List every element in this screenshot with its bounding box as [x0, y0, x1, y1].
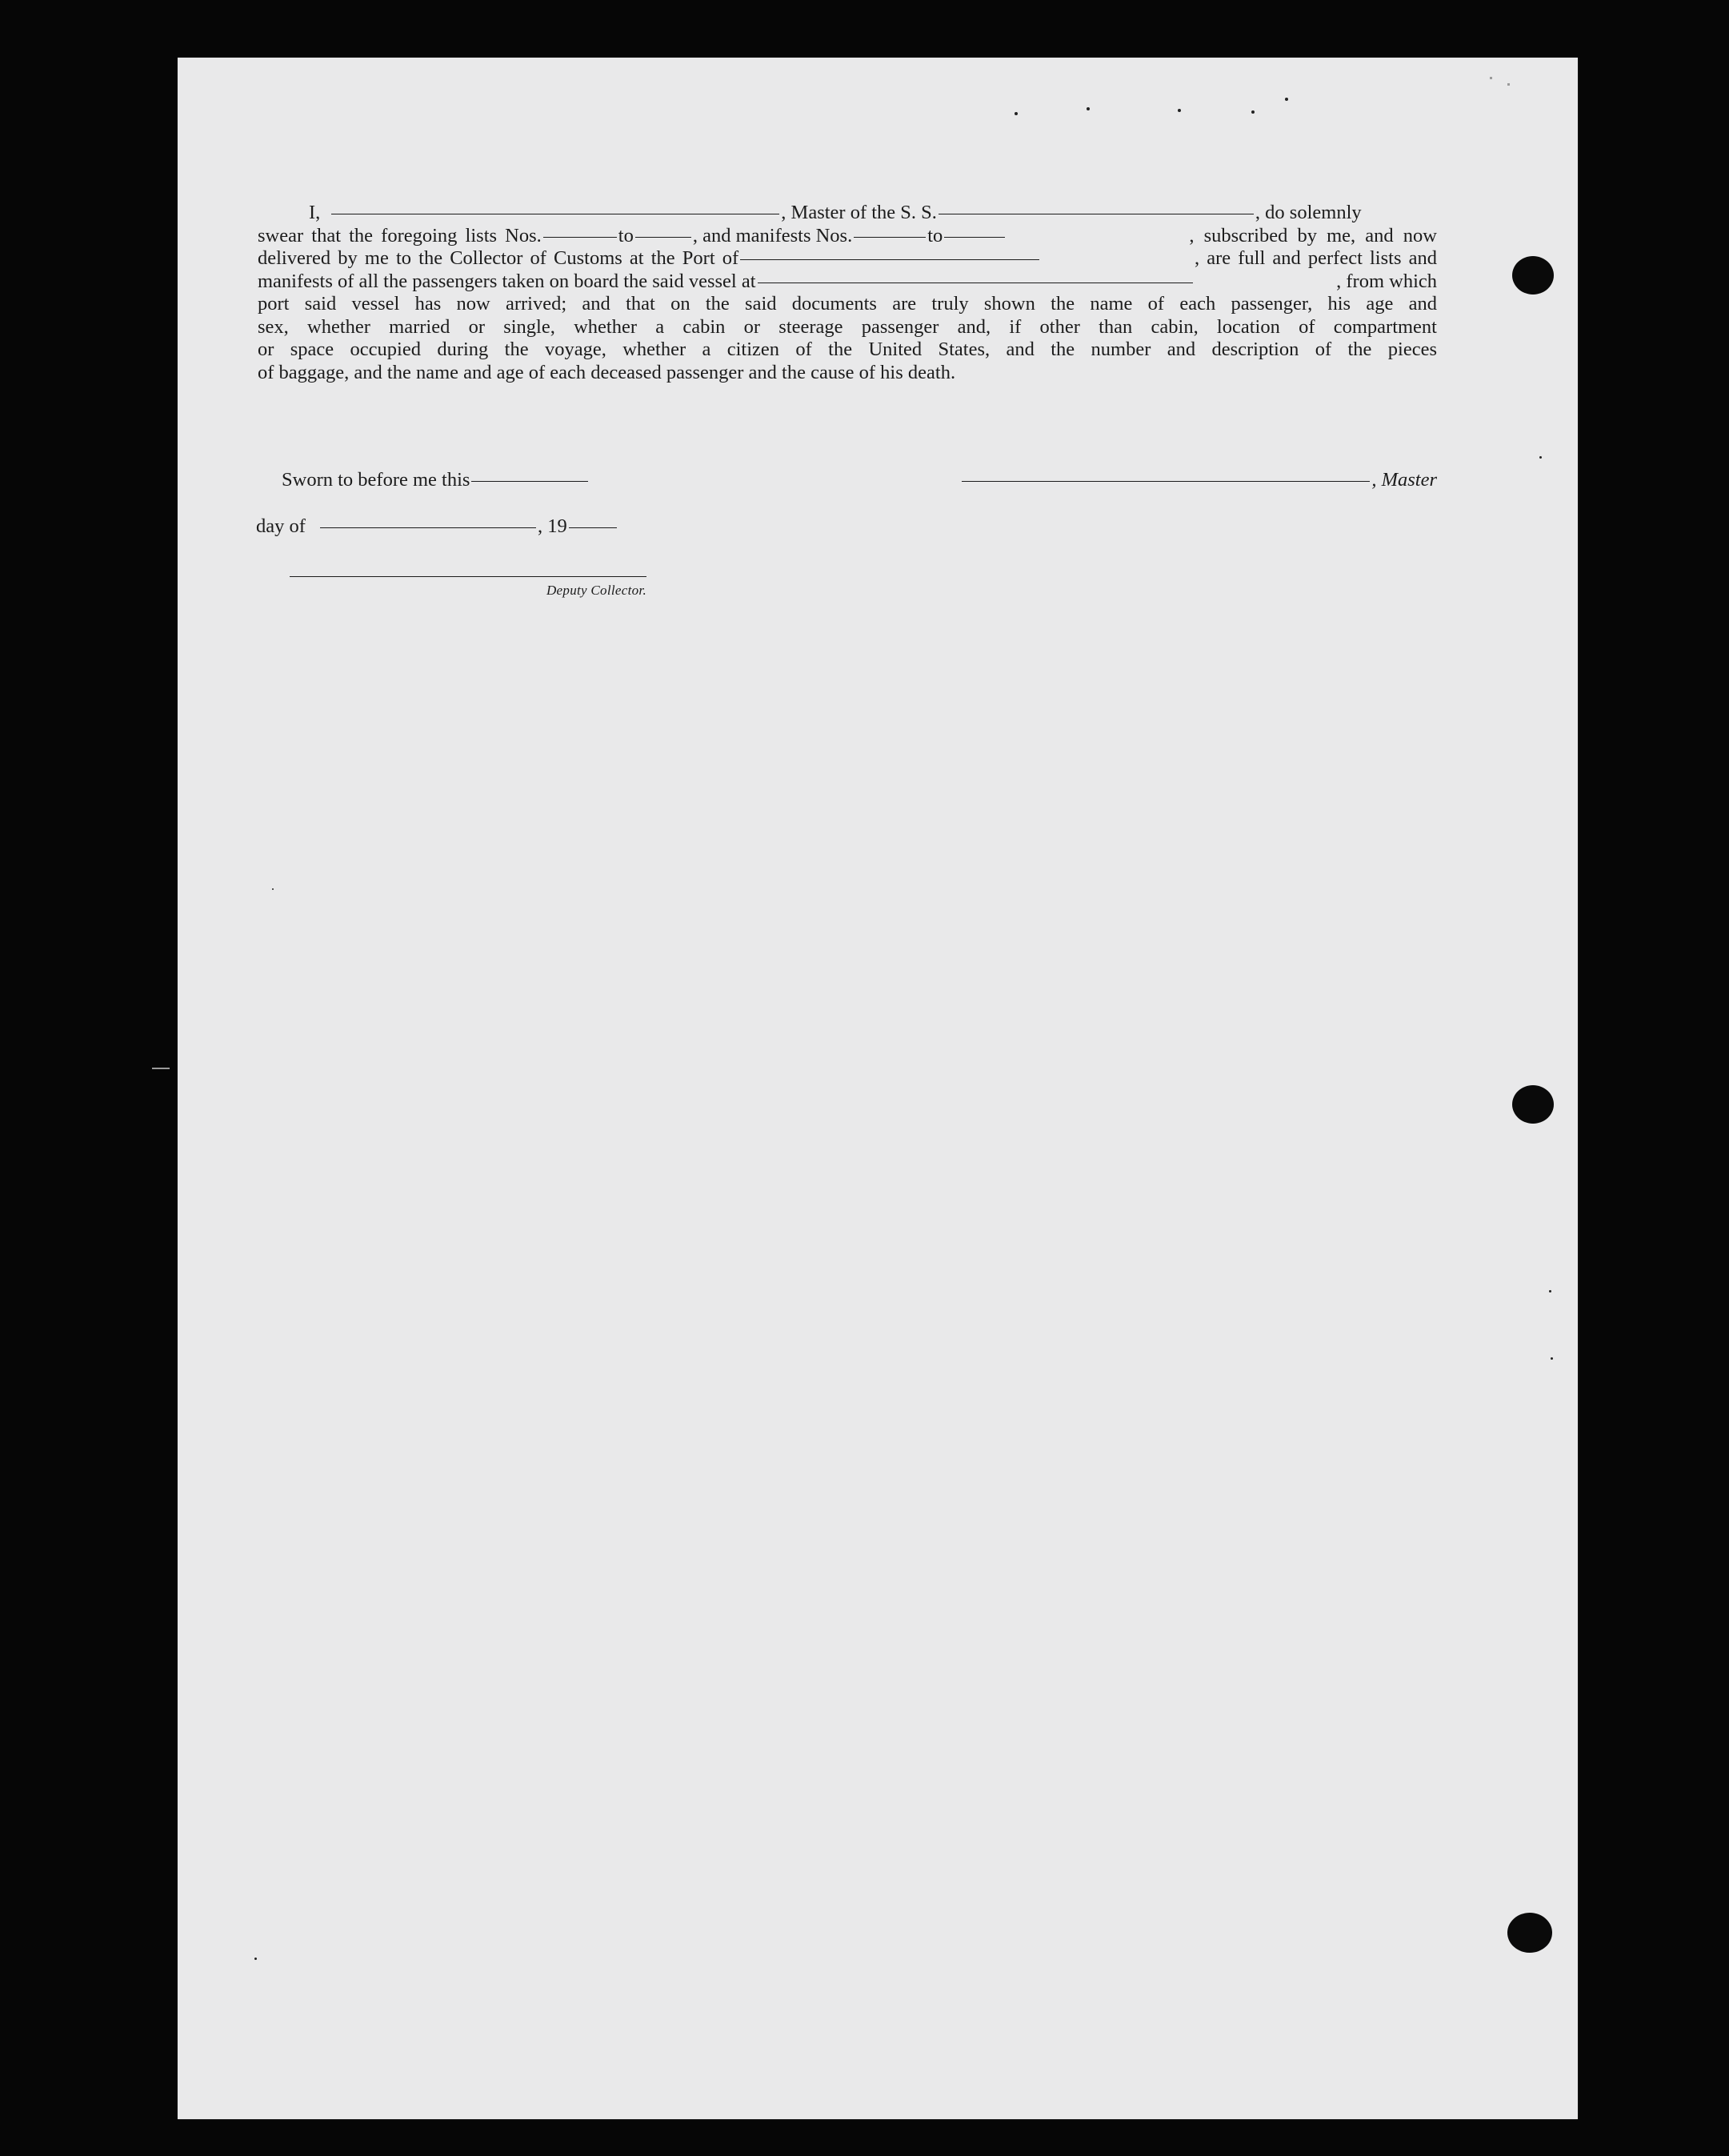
scan-speck: [1551, 1357, 1553, 1360]
manifests-from-blank[interactable]: [854, 236, 926, 238]
oath-text: , do solemnly: [1255, 202, 1362, 223]
oath-text: , are full and perfect lists and: [1194, 247, 1437, 269]
oath-line-3: [258, 247, 1437, 271]
manifest-page: [178, 58, 1578, 2119]
oath-text: to: [618, 224, 634, 246]
vessel-name-blank[interactable]: [939, 213, 1254, 214]
port-blank[interactable]: [740, 258, 1039, 260]
scan-speck: [1285, 98, 1288, 101]
punch-hole: [1512, 1085, 1554, 1124]
oath-text: , Master of the S. S.: [781, 202, 937, 223]
scan-speck: [1549, 1290, 1551, 1292]
lists-from-blank[interactable]: [543, 236, 617, 238]
master-signature-blank[interactable]: [962, 480, 1370, 482]
sworn-statement: [282, 469, 590, 491]
oath-text: swear that the foregoing lists Nos.: [258, 224, 542, 246]
sworn-label: Sworn to before me this: [282, 469, 470, 491]
deputy-collector-label: Deputy Collector.: [546, 583, 646, 598]
scan-speck: [1178, 109, 1181, 112]
scan-speck: [1539, 456, 1542, 459]
oath-text: to: [927, 224, 943, 246]
day-of-line: [256, 515, 618, 538]
punch-hole: [1507, 1913, 1552, 1953]
scan-speck: [254, 1958, 257, 1960]
master-signature: [939, 469, 1437, 491]
sworn-day-blank[interactable]: [471, 480, 588, 482]
oath-text: , subscribed by me, and now: [1189, 224, 1437, 246]
oath-text: , and manifests Nos.: [692, 224, 853, 246]
day-of-label: day of: [256, 515, 306, 537]
lists-to-blank[interactable]: [635, 236, 691, 238]
oath-line-5: port said vessel has now arrived; and that on the said documents are truly shown the name of each passenger, his age and: [258, 293, 1437, 315]
oath-line-8: of baggage, and the name and age of each deceased passenger and the cause of his death.: [258, 361, 956, 383]
manifests-to-blank[interactable]: [944, 236, 1005, 238]
deputy-signature-line[interactable]: [290, 576, 646, 577]
scan-speck: [272, 888, 274, 890]
oath-line-4: [258, 271, 1437, 294]
departure-port-blank[interactable]: [758, 282, 1193, 283]
year-label: , 19: [538, 515, 567, 537]
punch-hole: [1512, 256, 1554, 295]
scan-speck: [1015, 112, 1018, 115]
oath-line-7: or space occupied during the voyage, whether a citizen of the United States, and the number and description of the pieces: [258, 339, 1437, 360]
oath-line-1: [258, 202, 1437, 225]
scan-edge-mark: [1490, 77, 1492, 79]
scan-edge-mark: [1507, 83, 1510, 86]
oath-text: manifests of all the passengers taken on board the said vessel at: [258, 270, 756, 292]
oath-line-6: sex, whether married or single, whether a cabin or steerage passenger and, if other than cabin, location of compartment: [258, 315, 1437, 338]
scan-edge-mark: [152, 1068, 170, 1069]
year-blank[interactable]: [569, 527, 617, 528]
oath-line-2: [258, 225, 1437, 248]
oath-text: I,: [309, 202, 321, 223]
oath-text: , from which: [1336, 270, 1437, 292]
scan-speck: [1251, 110, 1255, 114]
master-name-blank[interactable]: [331, 213, 779, 214]
master-oath-paragraph: [258, 202, 1437, 384]
month-blank[interactable]: [320, 527, 536, 528]
scan-speck: [1087, 107, 1090, 110]
master-label: , Master: [1371, 469, 1437, 491]
oath-text: delivered by me to the Collector of Customs at the Port of: [258, 247, 739, 269]
